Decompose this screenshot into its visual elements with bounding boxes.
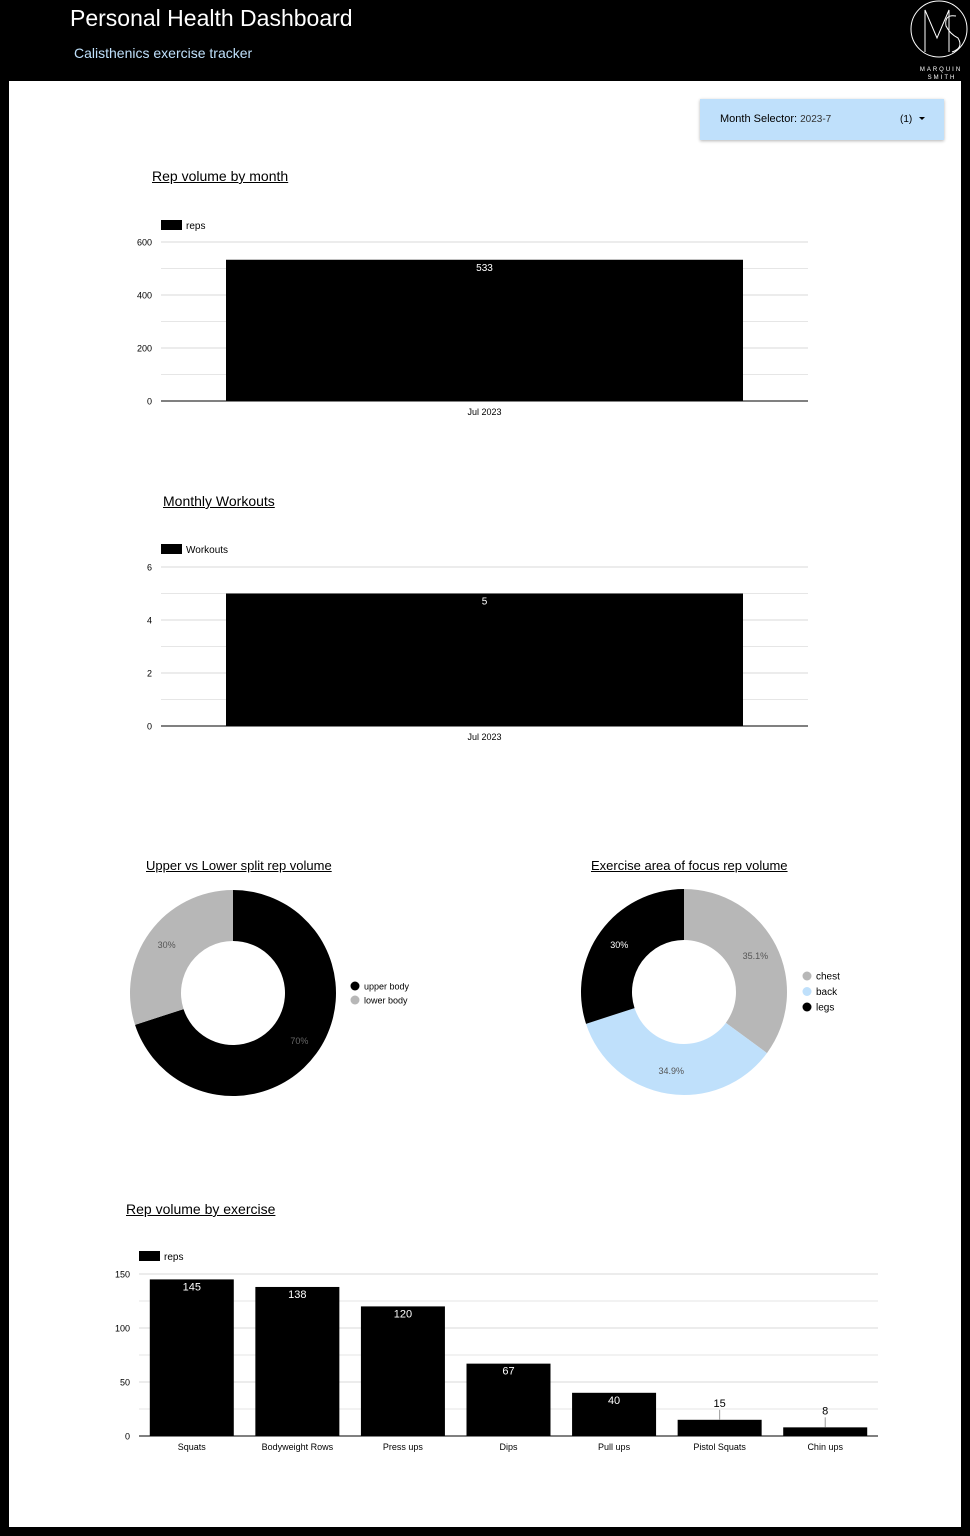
chart0-legend-swatch bbox=[161, 220, 182, 230]
chart0-x-tick-label: Jul 2023 bbox=[467, 407, 502, 417]
chart0-legend-label: reps bbox=[186, 221, 206, 232]
chart4-x-tick-label: Press ups bbox=[382, 1442, 423, 1452]
chart3-legend-marker bbox=[803, 1003, 812, 1012]
chart4-legend-label: reps bbox=[164, 1252, 184, 1263]
page-title: Personal Health Dashboard bbox=[70, 5, 353, 31]
chart2-slice-label: 70% bbox=[290, 1036, 309, 1047]
chart-title-upper-lower-split: Upper vs Lower split rep volume bbox=[146, 858, 332, 873]
chart2-legend-label: lower body bbox=[364, 995, 408, 1006]
chart2-slice-label: 30% bbox=[157, 939, 176, 950]
chart3-slice-legs bbox=[581, 889, 684, 1024]
chart1-y-tick-label: 2 bbox=[146, 668, 152, 679]
month-selector-count: (1) bbox=[900, 114, 913, 125]
chart4-data-label: 40 bbox=[607, 1394, 621, 1407]
chart4-bar bbox=[678, 1420, 762, 1436]
chart4-y-tick-label: 0 bbox=[124, 1431, 130, 1442]
chart1-legend-label: Workouts bbox=[186, 545, 229, 556]
chart4-bar bbox=[783, 1427, 867, 1436]
chart4-y-tick-label: 150 bbox=[114, 1269, 130, 1280]
chart1-y-tick-label: 0 bbox=[146, 721, 152, 732]
chart-title-monthly-workouts: Monthly Workouts bbox=[163, 493, 275, 509]
chart3-legend-marker bbox=[803, 987, 812, 996]
chart4-bar bbox=[255, 1287, 339, 1436]
chart4-data-label: 120 bbox=[393, 1308, 413, 1321]
chart-title-rep-volume-by-exercise: Rep volume by exercise bbox=[126, 1201, 276, 1217]
page-subtitle: Calisthenics exercise tracker bbox=[74, 45, 253, 61]
chart4-legend-swatch bbox=[139, 1251, 160, 1261]
chart3-slice-label: 34.9% bbox=[658, 1065, 685, 1076]
chart1-bar bbox=[226, 594, 743, 727]
chart4-bar bbox=[150, 1279, 234, 1436]
chart3-legend-label: chest bbox=[816, 971, 840, 983]
chart1-legend-swatch bbox=[161, 544, 182, 554]
chart0-y-tick-label: 0 bbox=[146, 396, 152, 407]
chart1-x-tick-label: Jul 2023 bbox=[467, 732, 502, 742]
chart1-y-tick-label: 4 bbox=[146, 615, 152, 626]
chart4-data-label: 8 bbox=[822, 1405, 829, 1418]
chart3-slice-chest bbox=[684, 889, 787, 1053]
chart2-slice-lower-body bbox=[130, 890, 233, 1025]
chart4-bar bbox=[361, 1306, 445, 1436]
chart0-y-tick-label: 200 bbox=[136, 343, 152, 354]
chart2-legend-label: upper body bbox=[364, 981, 410, 992]
chart4-data-label: 15 bbox=[713, 1397, 726, 1410]
chart4-data-label: 145 bbox=[182, 1281, 201, 1294]
chart0-data-label: 533 bbox=[476, 262, 493, 274]
chart-title-area-of-focus: Exercise area of focus rep volume bbox=[591, 858, 788, 873]
month-selector-text: Month Selector: 2023-7 bbox=[720, 113, 832, 125]
logo-text-top: MARQUIN bbox=[919, 67, 963, 73]
chart4-x-tick-label: Pistol Squats bbox=[693, 1442, 746, 1452]
chart4-x-tick-label: Squats bbox=[177, 1442, 206, 1452]
chart4-x-tick-label: Bodyweight Rows bbox=[261, 1442, 334, 1452]
month-selector-value: 2023-7 bbox=[800, 114, 832, 125]
chart4-x-tick-label: Chin ups bbox=[807, 1442, 843, 1452]
chart2-legend-marker bbox=[351, 996, 360, 1005]
chart3-legend-label: legs bbox=[816, 1002, 835, 1014]
chart4-y-tick-label: 100 bbox=[114, 1323, 130, 1334]
chart0-y-tick-label: 600 bbox=[136, 237, 152, 248]
chart4-x-tick-label: Dips bbox=[499, 1442, 518, 1452]
chart0-bar bbox=[226, 260, 743, 401]
chart4-x-tick-label: Pull ups bbox=[598, 1442, 631, 1452]
chart2-legend-marker bbox=[351, 982, 360, 991]
chart-title-rep-volume-by-month: Rep volume by month bbox=[152, 168, 289, 184]
chart4-data-label: 138 bbox=[288, 1288, 307, 1301]
chart1-data-label: 5 bbox=[481, 596, 488, 608]
chart1-y-tick-label: 6 bbox=[146, 562, 152, 573]
chart3-legend-marker bbox=[803, 972, 812, 981]
chart4-data-label: 67 bbox=[502, 1365, 515, 1378]
chart4-y-tick-label: 50 bbox=[119, 1377, 130, 1388]
chart3-legend-label: back bbox=[816, 987, 838, 998]
logo-text-bottom: SMITH bbox=[927, 75, 957, 81]
month-selector-label: Month Selector bbox=[720, 113, 794, 125]
chart3-slice-label: 35.1% bbox=[742, 950, 769, 961]
chart0-y-tick-label: 400 bbox=[136, 290, 152, 301]
chart3-slice-label: 30% bbox=[610, 939, 629, 950]
